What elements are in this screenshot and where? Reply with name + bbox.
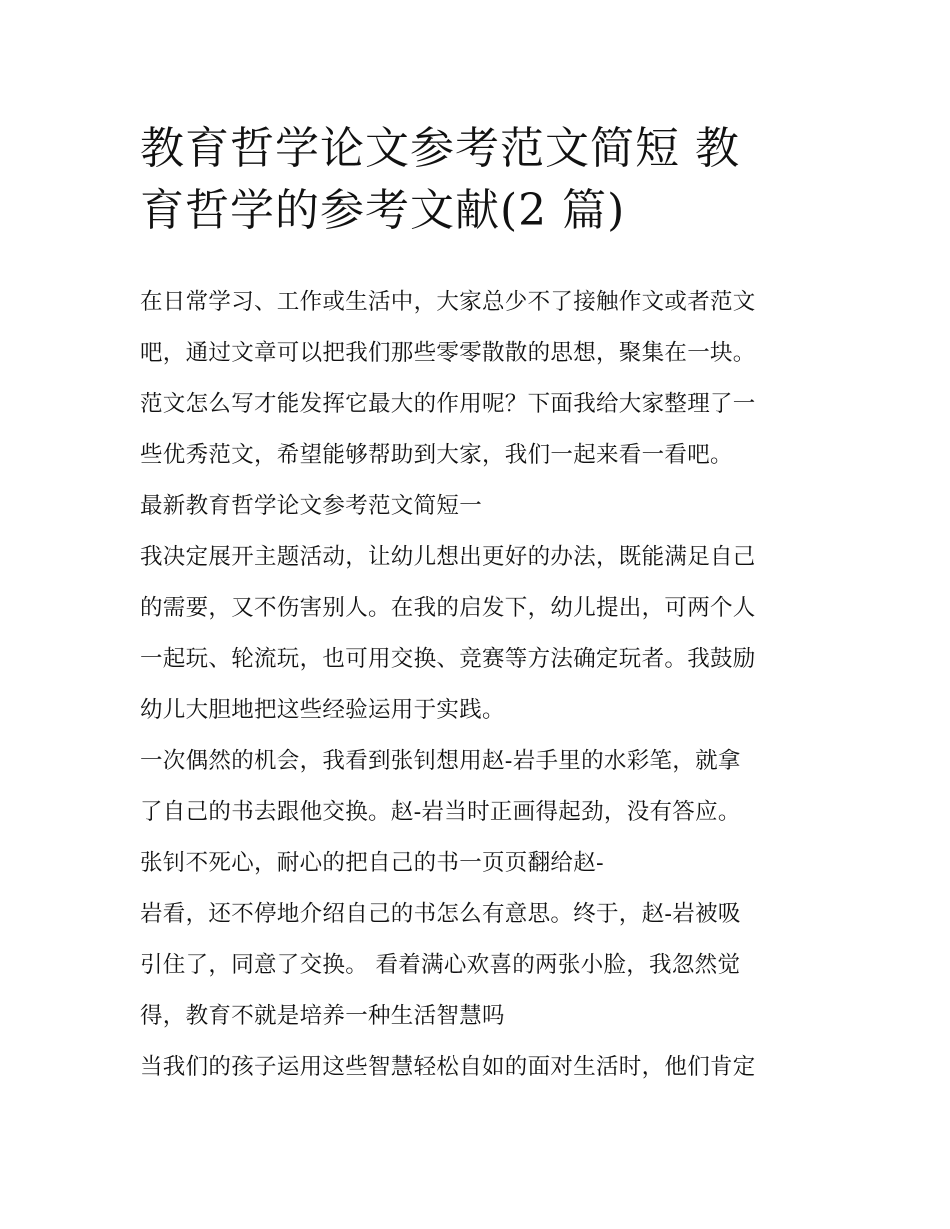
body-line: 在日常学习、工作或生活中，大家总少不了接触作文或者范文: [140, 289, 756, 315]
title-line: 教育哲学论文参考范文简短 教: [140, 123, 740, 174]
body-line: 吧，通过文章可以把我们那些零零散散的思想，聚集在一块。: [140, 340, 756, 366]
body-line: 些优秀范文，希望能够帮助到大家，我们一起来看一看吧。: [140, 442, 733, 468]
body-line: 我决定展开主题活动，让幼儿想出更好的办法，既能满足自己: [140, 544, 756, 570]
section-heading: 最新教育哲学论文参考范文简短一: [140, 493, 483, 519]
body-line: 引住了，同意了交换。 看着满心欢喜的两张小脸，我忽然觉: [140, 952, 741, 978]
body-line: 岩看，还不停地介绍自己的书怎么有意思。终于，赵-岩被吸: [140, 901, 741, 927]
body-line: 一次偶然的机会，我看到张钊想用赵-岩手里的水彩笔，就拿: [140, 748, 741, 774]
title-line: 育哲学的参考文献(2 篇): [140, 185, 626, 236]
document-body: [140, 280, 830, 1096]
body-line: 一起玩、轮流玩，也可用交换、竞赛等方法确定玩者。我鼓励: [140, 646, 756, 672]
body-line: 范文怎么写才能发挥它最大的作用呢？下面我给大家整理了一: [140, 391, 756, 417]
body-line: 张钊不死心，耐心的把自己的书一页页翻给赵-: [140, 850, 604, 876]
document-title: [140, 118, 820, 242]
body-line: 了自己的书去跟他交换。赵-岩当时正画得起劲，没有答应。: [140, 799, 741, 825]
body-line: 得，教育不就是培养一种生活智慧吗: [140, 1003, 505, 1029]
body-line: 的需要，又不伤害别人。在我的启发下，幼儿提出，可两个人: [140, 595, 756, 621]
body-line: 当我们的孩子运用这些智慧轻松自如的面对生活时，他们肯定: [140, 1054, 756, 1080]
body-line: 幼儿大胆地把这些经验运用于实践。: [140, 697, 505, 723]
